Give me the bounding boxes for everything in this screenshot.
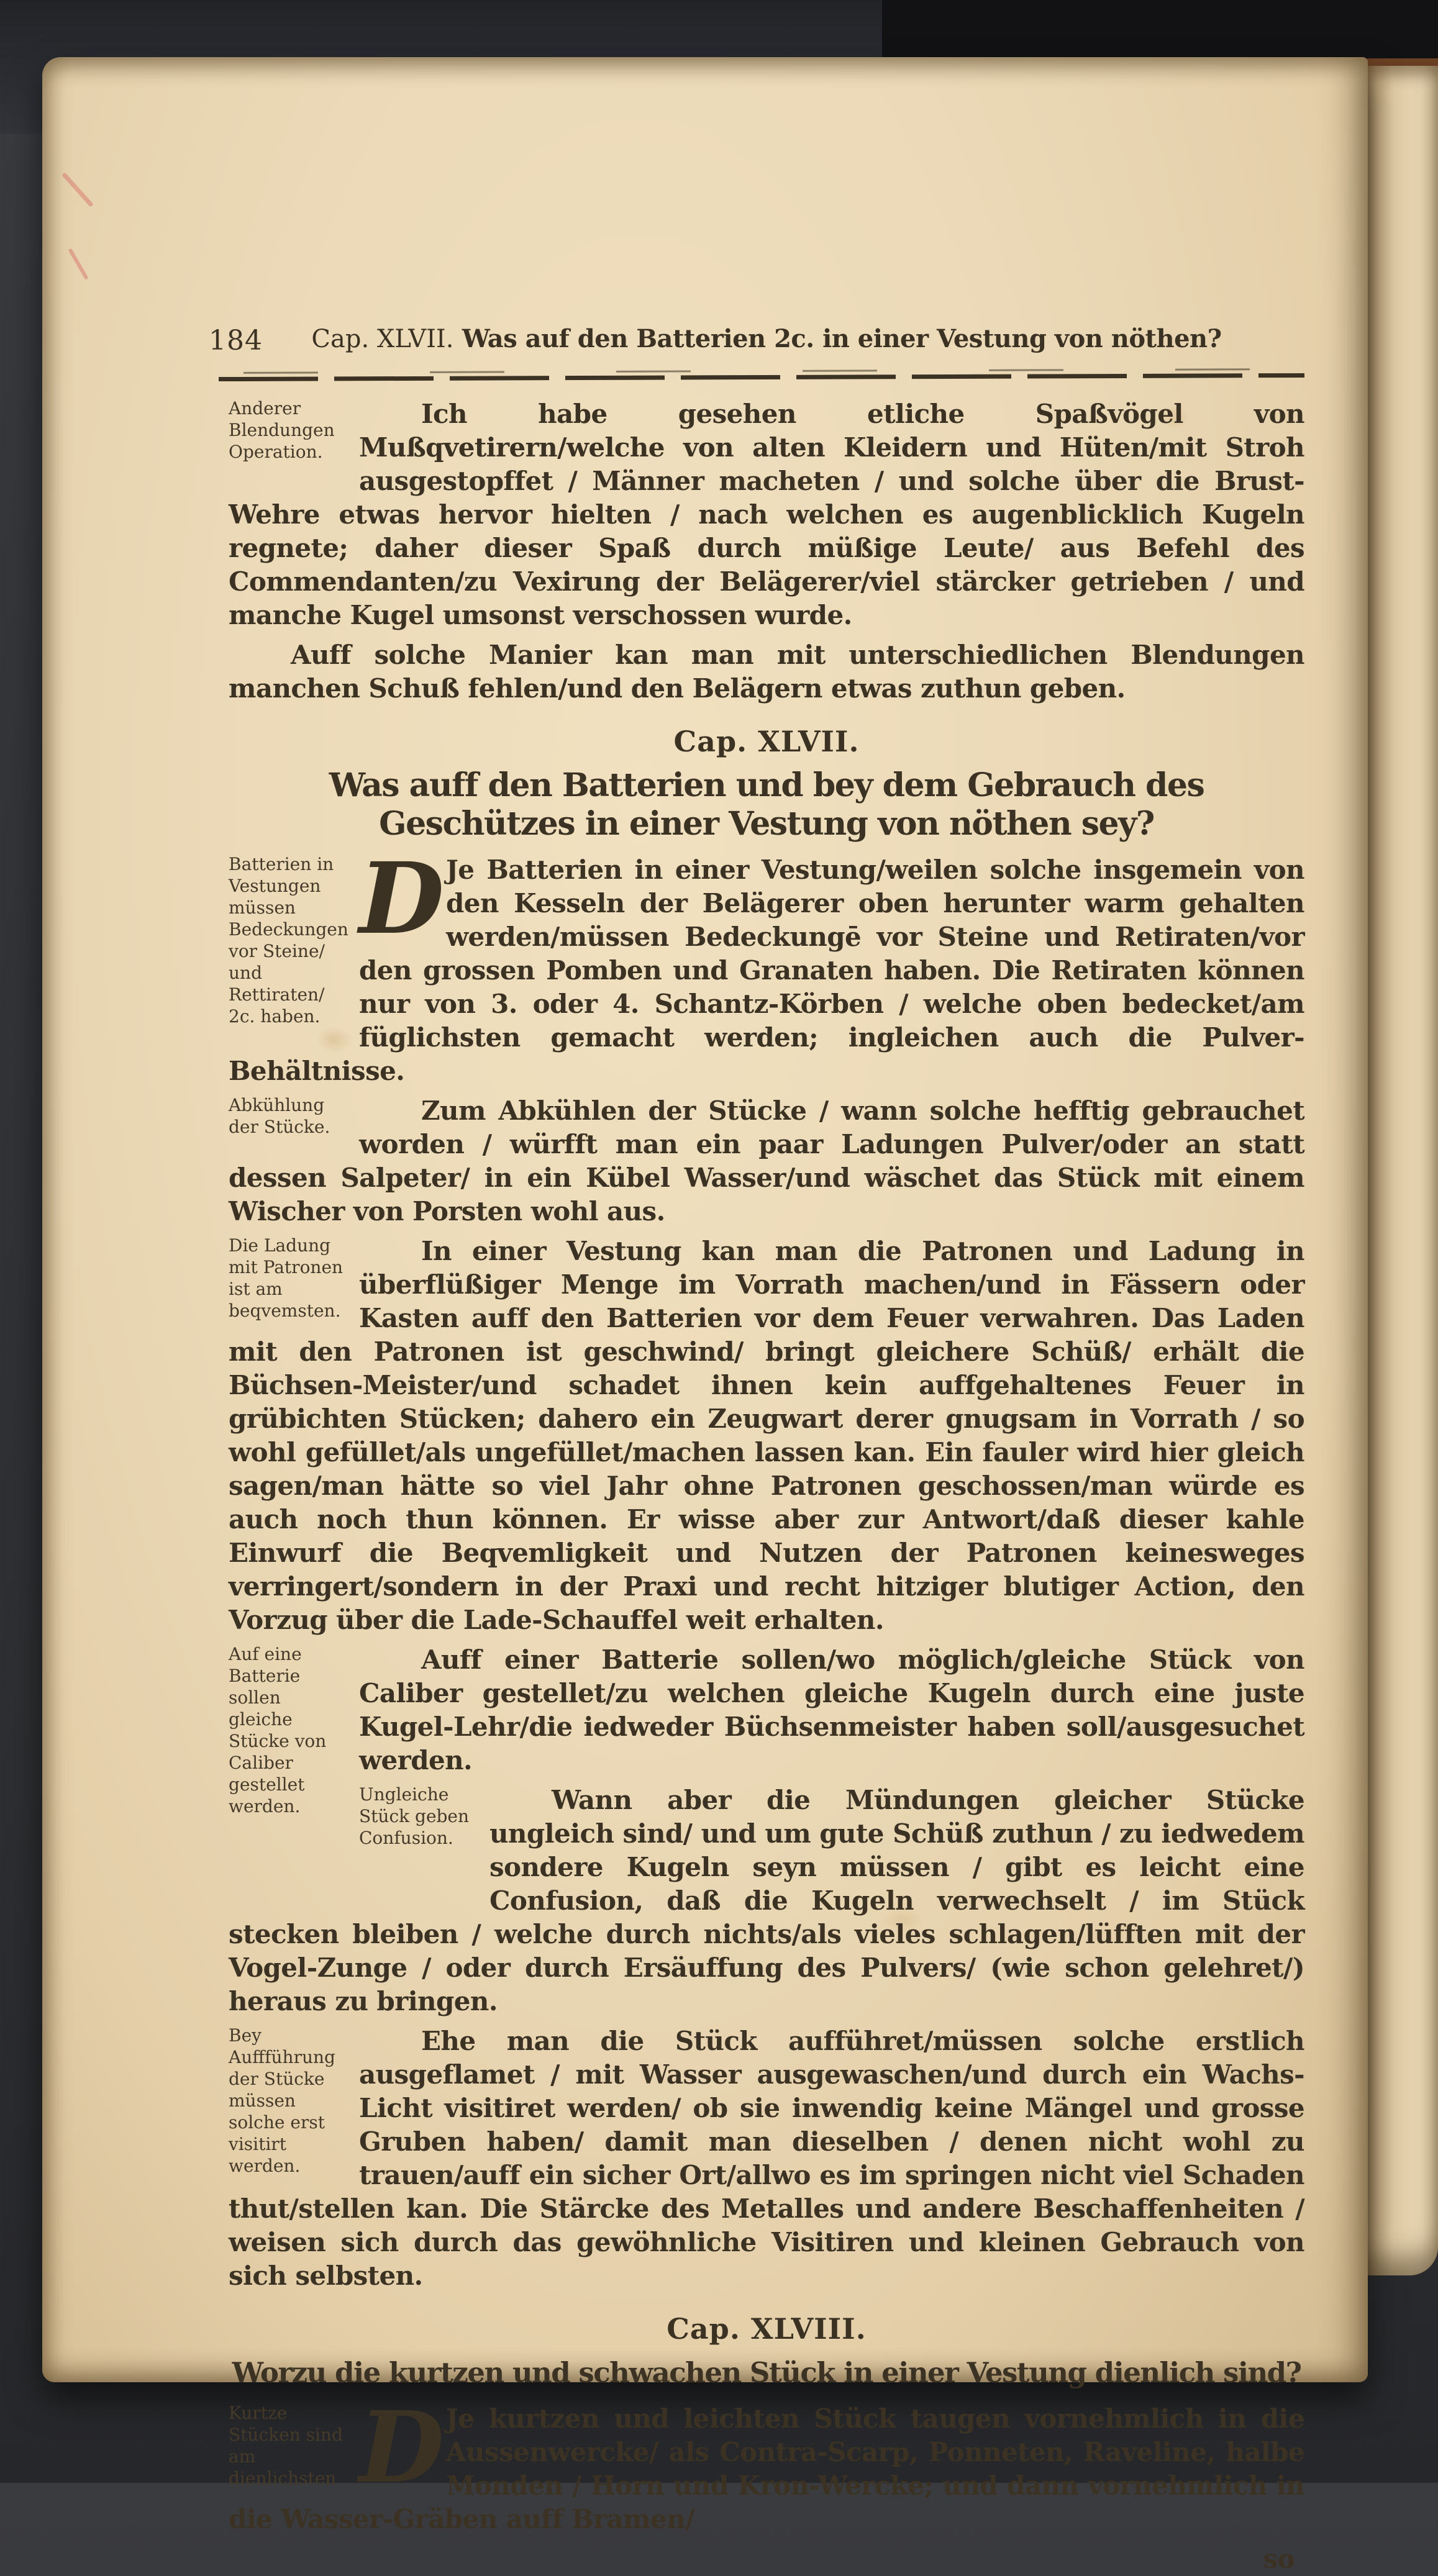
paragraph-text: In einer Vestung kan man die Patronen und Ladung in überflüßiger Menge im Vorrath machen/und in Fässern oder Kasten auff den Batterien vor dem Feuer verwahren. Das Laden mit den Patronen ist geschwind/ bringt gleichere Schüß/ erhält die Büchsen-Meister/und schadet ihnen kein auffgehaltenes Feuer in grübichten Stücken; dahero ein Zeugwart derer gnugsam in Vorrath / so wohl gefüllet/als ungefüllet/machen lassen kan. Ein fauler wird hier gleich sagen/man hätte so viel Jahr ohne Patronen geschossen/man würde es auch noch thun können. Er wisse aber zur Antwort/daß dieser kahle Einwurf die Beqvemligkeit und Nutzen der Patronen keinesweges verringert/sondern in der Praxi und recht hitziger blutiger Action, den Vorzug über die Lade-Schauffel weit erhalten. — [229, 1236, 1304, 1635]
running-header-title: Was auf den Batterien 2c. in einer Vestung von nöthen? — [462, 324, 1222, 353]
paragraph-confusion — [229, 1784, 1304, 2018]
paragraph-batterien — [229, 841, 1304, 1088]
paragraph-text: Ehe man die Stück aufführet/müssen solche erstlich ausgeflamet / mit Wasser ausgewaschen/und durch ein Wachs-Licht visitiret werden/ ob sie inwendig keine Mängel und grosse Gruben haben/ damit man dieselben / denen nicht wohl zu trauen/auff ein sicher Ort/allwo es im springen nicht viel Schaden thut/stellen kan. Die Stärcke des Metalles und andere Beschaffenheiten / weisen sich durch das gewöhnliche Visitiren und kleinen Gebrauch von sich selbsten. — [229, 2026, 1304, 2291]
pencil-mark — [61, 172, 94, 207]
header-rule — [219, 373, 1304, 381]
sidenote: Ungleiche Stück geben Confusion. — [359, 1784, 470, 1848]
sidenote: Die Ladung mit Patronen ist am beqvemsten. — [229, 1235, 344, 1321]
chapter-47-title: Was auff den Batterien und bey dem Gebrauch des Geschützes in einer Vestung von nöthen sey? — [329, 766, 1204, 843]
paragraph-text: Wann aber die Mündungen gleicher Stücke ungleich sind/ und um gute Schüß zuthun / zu iedwedem sondere Kugeln seyn müssen / gibt es leicht eine Confusion, daß die Kugeln verwechselt / im Stück stecken bleiben / welche durch nichts/als vieles schlagen/lüfften mit der Vogel-Zunge / oder durch Ersäuffung des Pulvers/ (wie schon gelehret/) heraus zu bringen. — [229, 1785, 1304, 2016]
paragraph-manier — [229, 638, 1304, 705]
sidenote: Abkühlung der Stücke. — [229, 1095, 330, 1137]
paragraph-ladung — [229, 1235, 1304, 1637]
paragraph-text: Auff einer Batterie sollen/wo möglich/gleiche Stück von Caliber gestellet/zu welchen gleiche Kugeln durch eine juste Kugel-Lehr/die iedweder Büchsenmeister haben soll/ausgesuchet werden. — [359, 1644, 1304, 1776]
sidenote: Batterien in Vestungen müssen Bedeckungen vor Steine/ und Rettiraten/ 2c. haben. — [229, 854, 348, 1027]
page-number: 184 — [209, 325, 263, 356]
paragraph-text: Je Batterien in einer Vestung/weilen solche insgemein von den Kesseln der Belägerer oben herunter warm gehalten werden/müssen Bedeckungē vor Steine und Retiraten/vor den grossen Pomben und Granaten haben. Die Retiraten können nur von 3. oder 4. Schantz-Körben / welche oben bedecket/am füglichsten gemacht werden; ingleichen auch die Pulver-Behältnisse. — [229, 855, 1304, 1086]
chapter-48-label: Cap. XLVIII. — [667, 2312, 867, 2346]
drop-cap-initial: D — [359, 841, 444, 956]
pencil-mark — [68, 248, 88, 279]
paragraph-auffuehrung — [229, 2025, 1304, 2293]
paragraph-kurtze — [229, 2390, 1304, 2536]
paragraph-blendungen — [229, 397, 1304, 632]
sidenote: Auf eine Batterie sollen gleiche Stücke von Caliber gestellet werden. — [229, 1644, 327, 1816]
paragraph-text: Ich habe gesehen etliche Spaßvögel von Mußqvetirern/welche von alten Kleidern und Hüten/mit Stroh ausgestopffet / Männer macheten / und solche über die Brust-Wehre etwas hervor hielten / nach welchen es augenblicklich Kugeln regnete; daher dieser Spaß durch müßige Leute/ aus Befehl des Commendanten/zu Vexirung der Belägerer/viel stärcker getrieben / und manche Kugel umsonst verschossen wurde. — [229, 399, 1304, 630]
drop-cap-initial: D — [359, 2390, 444, 2505]
running-header — [229, 323, 1304, 355]
text-block — [229, 397, 1304, 2576]
running-header-chapter: Cap. XLVII. — [311, 325, 454, 353]
chapter-48-title: Worzu die kurtzen und schwachen Stück in einer Vestung dienlich sind? — [232, 2356, 1301, 2389]
facing-page-edge — [1364, 66, 1438, 2275]
paragraph-text: Je kurtzen und leichten Stück taugen vornehmlich in die Aussenwercke/ als Contra-Scarp, Ponneten, Raveline, halbe Monden / Horn und Kron-Wercke; und dann vornehmlich in die Wasser-Gräben auff Bramen/ — [229, 2403, 1304, 2534]
sidenote: Bey Auffführung der Stücke müssen solche erst visitirt werden. — [229, 2025, 335, 2176]
catchword: so — [1263, 2544, 1295, 2574]
paragraph-text: Auff solche Manier kan man mit unterschiedlichen Blendungen manchen Schuß fehlen/und den Belägern etwas zuthun geben. — [229, 640, 1304, 704]
paragraph-abkuehlung — [229, 1094, 1304, 1228]
chapter-47-label: Cap. XLVII. — [673, 725, 860, 758]
sidenote: Anderer Blendungen Operation. — [229, 398, 335, 462]
sidenote: Kurtze Stücken sind am dienlichsten — [229, 2403, 343, 2488]
book-page — [42, 57, 1368, 2574]
paragraph-text: Zum Abkühlen der Stücke / wann solche hefftig gebrauchet worden / würfft man ein paar Ladungen Pulver/oder an statt dessen Salpeter/ in ein Kübel Wasser/und wäschet das Stück mit einem Wischer von Porsten wohl aus. — [229, 1095, 1304, 1227]
